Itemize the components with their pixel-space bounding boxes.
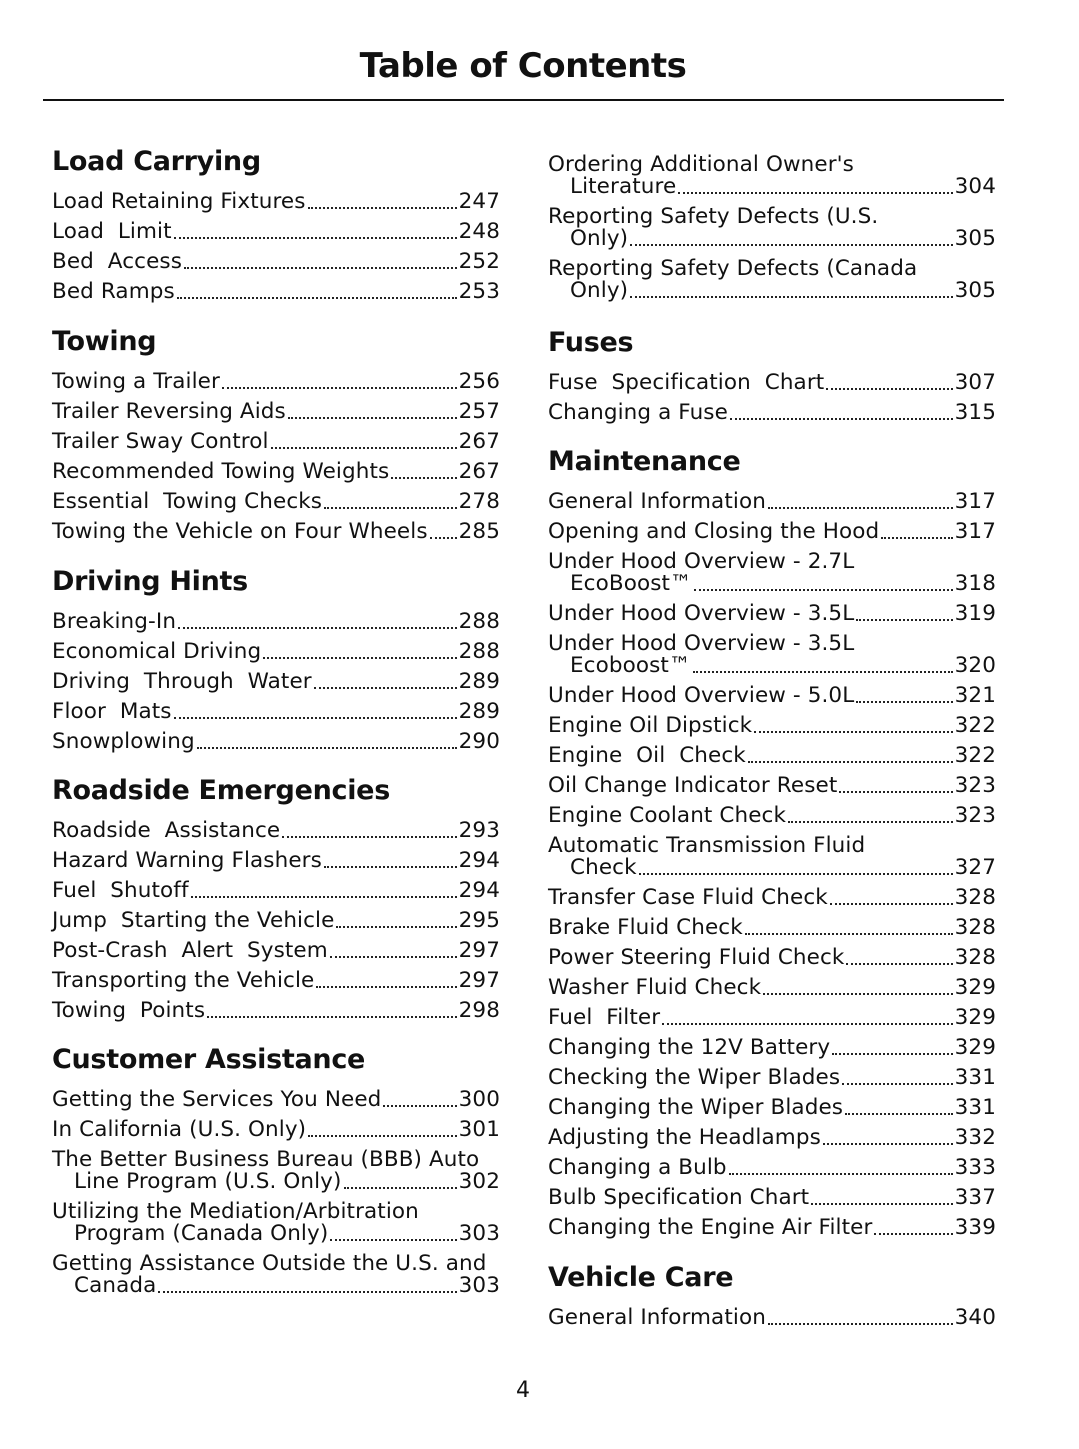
dot-leader bbox=[324, 507, 457, 509]
entry-page-number: 317 bbox=[954, 489, 996, 514]
entry-page-number: 329 bbox=[954, 975, 996, 1000]
entry-page-number: 322 bbox=[954, 713, 996, 738]
entry-title: Fuel Shutoff bbox=[52, 878, 189, 903]
toc-section-continued bbox=[548, 146, 996, 302]
dot-leader bbox=[678, 192, 952, 194]
toc-entry[interactable] bbox=[52, 393, 500, 423]
toc-entry[interactable] bbox=[52, 243, 500, 273]
toc-entry[interactable] bbox=[52, 1111, 500, 1141]
entry-page-number: 253 bbox=[458, 279, 500, 304]
entry-title: In California (U.S. Only) bbox=[52, 1117, 307, 1142]
entry-page-number: 331 bbox=[954, 1095, 996, 1120]
entry-page-number: 303 bbox=[458, 1273, 500, 1298]
entry-page-number: 294 bbox=[458, 848, 500, 873]
entry-page-number: 267 bbox=[458, 459, 500, 484]
dot-leader bbox=[344, 1187, 457, 1189]
entry-page-number: 323 bbox=[954, 803, 996, 828]
dot-leader bbox=[197, 747, 457, 749]
entry-title-line2: Only) bbox=[570, 226, 629, 251]
entry-title: Trailer Reversing Aids bbox=[52, 399, 286, 424]
entry-page-number: 256 bbox=[458, 369, 500, 394]
dot-leader bbox=[832, 1053, 952, 1055]
entry-title: Changing the Engine Air Filter bbox=[548, 1215, 873, 1240]
entry-page-number: 289 bbox=[458, 669, 500, 694]
dot-leader bbox=[768, 507, 953, 509]
entry-title: Floor Mats bbox=[52, 699, 172, 724]
dot-leader bbox=[288, 417, 457, 419]
entry-title-line1: Automatic Transmission Fluid bbox=[548, 833, 866, 858]
toc-entry[interactable] bbox=[548, 909, 996, 939]
dot-leader bbox=[308, 207, 457, 209]
entry-title: Post-Crash Alert System bbox=[52, 938, 328, 963]
toc-entry[interactable] bbox=[548, 1119, 996, 1149]
title-divider bbox=[43, 99, 1004, 101]
dot-leader bbox=[811, 1203, 952, 1205]
dot-leader bbox=[874, 1233, 952, 1235]
entry-page-number: 318 bbox=[954, 571, 996, 596]
entry-title: Transporting the Vehicle bbox=[52, 968, 315, 993]
toc-entry[interactable] bbox=[52, 1245, 500, 1297]
entry-title: Engine Oil Dipstick bbox=[548, 713, 753, 738]
entry-title-line2: Program (Canada Only) bbox=[74, 1221, 329, 1246]
entry-title: Driving Through Water bbox=[52, 669, 312, 694]
entry-page-number: 295 bbox=[458, 908, 500, 933]
entry-page-number: 302 bbox=[458, 1169, 500, 1194]
entry-page-number: 257 bbox=[458, 399, 500, 424]
entry-title: Changing a Bulb bbox=[548, 1155, 727, 1180]
entry-title: Roadside Assistance bbox=[52, 818, 281, 843]
dot-leader bbox=[826, 388, 952, 390]
toc-entry[interactable] bbox=[52, 423, 500, 453]
entry-page-number: 317 bbox=[954, 519, 996, 544]
entry-title: Recommended Towing Weights bbox=[52, 459, 390, 484]
toc-entry[interactable] bbox=[548, 595, 996, 625]
toc-entry[interactable] bbox=[52, 183, 500, 213]
entry-page-number: 305 bbox=[954, 278, 996, 303]
entry-page-number: 301 bbox=[458, 1117, 500, 1142]
entry-page-number: 322 bbox=[954, 743, 996, 768]
entry-title: Getting the Services You Need bbox=[52, 1087, 382, 1112]
toc-entry[interactable] bbox=[52, 1081, 500, 1111]
entry-title: Transfer Case Fluid Check bbox=[548, 885, 828, 910]
toc-section-vehicle-care bbox=[548, 1261, 996, 1329]
entry-title: Towing the Vehicle on Four Wheels bbox=[52, 519, 428, 544]
entry-title-line1: Getting Assistance Outside the U.S. and bbox=[52, 1251, 487, 1276]
entry-page-number: 285 bbox=[458, 519, 500, 544]
toc-entry[interactable] bbox=[548, 543, 996, 595]
toc-entry[interactable] bbox=[52, 872, 500, 902]
entry-title: Power Steering Fluid Check bbox=[548, 945, 845, 970]
entry-title-line2: Check bbox=[570, 855, 637, 880]
dot-leader bbox=[788, 821, 953, 823]
entry-title: Breaking-In bbox=[52, 609, 177, 634]
entry-page-number: 293 bbox=[458, 818, 500, 843]
entry-title: Towing a Trailer bbox=[52, 369, 220, 394]
entry-page-number: 304 bbox=[954, 174, 996, 199]
entry-title: Brake Fluid Check bbox=[548, 915, 743, 940]
entry-page-number: 248 bbox=[458, 219, 500, 244]
entry-page-number: 298 bbox=[458, 998, 500, 1023]
toc-entry[interactable] bbox=[548, 364, 996, 394]
toc-entry[interactable] bbox=[548, 999, 996, 1029]
dot-leader bbox=[184, 267, 457, 269]
entry-page-number: 340 bbox=[954, 1305, 996, 1330]
section-heading: Vehicle Care bbox=[548, 1262, 734, 1293]
toc-entry[interactable] bbox=[52, 1141, 500, 1193]
entry-title: General Information bbox=[548, 489, 766, 514]
dot-leader bbox=[174, 237, 457, 239]
entry-title-line2: Ecoboost™ bbox=[570, 653, 691, 678]
entry-title: Checking the Wiper Blades bbox=[548, 1065, 841, 1090]
dot-leader bbox=[336, 926, 456, 928]
entry-page-number: 328 bbox=[954, 915, 996, 940]
toc-entry[interactable] bbox=[548, 625, 996, 677]
entry-page-number: 339 bbox=[954, 1215, 996, 1240]
entry-title: Fuse Specification Chart bbox=[548, 370, 825, 395]
dot-leader bbox=[846, 963, 952, 965]
entry-page-number: 323 bbox=[954, 773, 996, 798]
entry-page-number: 297 bbox=[458, 968, 500, 993]
dot-leader bbox=[263, 657, 456, 659]
toc-entry[interactable] bbox=[548, 1149, 996, 1179]
entry-title: Towing Points bbox=[52, 998, 206, 1023]
entry-title: Oil Change Indicator Reset bbox=[548, 773, 838, 798]
dot-leader bbox=[324, 866, 457, 868]
dot-leader bbox=[823, 1143, 953, 1145]
section-heading: Customer Assistance bbox=[52, 1044, 366, 1075]
dot-leader bbox=[430, 537, 457, 539]
dot-leader bbox=[830, 903, 953, 905]
entry-title: Jump Starting the Vehicle bbox=[52, 908, 335, 933]
page-number: 4 bbox=[516, 1378, 530, 1403]
dot-leader bbox=[630, 296, 953, 298]
toc-entry[interactable] bbox=[52, 932, 500, 962]
dot-leader bbox=[330, 1239, 456, 1241]
toc-entry[interactable] bbox=[548, 513, 996, 543]
toc-entry[interactable] bbox=[548, 483, 996, 513]
entry-title-line2: Only) bbox=[570, 278, 629, 303]
toc-entry[interactable] bbox=[52, 992, 500, 1022]
entry-page-number: 252 bbox=[458, 249, 500, 274]
entry-page-number: 305 bbox=[954, 226, 996, 251]
toc-entry[interactable] bbox=[548, 394, 996, 424]
entry-page-number: 320 bbox=[954, 653, 996, 678]
toc-entry[interactable] bbox=[52, 603, 500, 633]
entry-page-number: 315 bbox=[954, 400, 996, 425]
entry-page-number: 267 bbox=[458, 429, 500, 454]
entry-page-number: 297 bbox=[458, 938, 500, 963]
entry-title: Bed Access bbox=[52, 249, 182, 274]
toc-entry[interactable] bbox=[548, 1299, 996, 1329]
entry-title: Changing a Fuse bbox=[548, 400, 728, 425]
toc-entry[interactable] bbox=[548, 1059, 996, 1089]
toc-section-towing bbox=[52, 325, 500, 543]
dot-leader bbox=[178, 627, 457, 629]
toc-entry[interactable] bbox=[52, 453, 500, 483]
toc-entry[interactable] bbox=[52, 812, 500, 842]
entry-title: Hazard Warning Flashers bbox=[52, 848, 322, 873]
dot-leader bbox=[282, 836, 456, 838]
dot-leader bbox=[694, 589, 953, 591]
dot-leader bbox=[662, 1023, 953, 1025]
entry-page-number: 331 bbox=[954, 1065, 996, 1090]
dot-leader bbox=[308, 1135, 457, 1137]
entry-page-number: 332 bbox=[954, 1125, 996, 1150]
toc-entry[interactable] bbox=[52, 693, 500, 723]
entry-page-number: 288 bbox=[458, 639, 500, 664]
dot-leader bbox=[222, 387, 457, 389]
entry-page-number: 337 bbox=[954, 1185, 996, 1210]
entry-page-number: 303 bbox=[458, 1221, 500, 1246]
entry-page-number: 294 bbox=[458, 878, 500, 903]
dot-leader bbox=[316, 986, 456, 988]
entry-page-number: 329 bbox=[954, 1005, 996, 1030]
entry-title-line1: Under Hood Overview - 2.7L bbox=[548, 549, 855, 574]
toc-section-load-carrying bbox=[52, 145, 500, 303]
dot-leader bbox=[271, 447, 457, 449]
entry-page-number: 289 bbox=[458, 699, 500, 724]
entry-title: Engine Oil Check bbox=[548, 743, 746, 768]
toc-entry[interactable] bbox=[52, 213, 500, 243]
dot-leader bbox=[630, 244, 953, 246]
toc-entry[interactable] bbox=[548, 1029, 996, 1059]
page-title: Table of Contents bbox=[359, 46, 687, 86]
entry-page-number: 328 bbox=[954, 885, 996, 910]
dot-leader bbox=[839, 791, 952, 793]
entry-page-number: 247 bbox=[458, 189, 500, 214]
toc-entry[interactable] bbox=[52, 842, 500, 872]
entry-title-line2: EcoBoost™ bbox=[570, 571, 692, 596]
entry-title-line1: Under Hood Overview - 3.5L bbox=[548, 631, 855, 656]
entry-title: Trailer Sway Control bbox=[52, 429, 269, 454]
toc-section-roadside-emergencies bbox=[52, 774, 500, 1022]
dot-leader bbox=[745, 933, 953, 935]
toc-entry[interactable] bbox=[548, 1089, 996, 1119]
toc-entry[interactable] bbox=[548, 879, 996, 909]
dot-leader bbox=[842, 1083, 953, 1085]
entry-title: Changing the 12V Battery bbox=[548, 1035, 831, 1060]
toc-section-driving-hints bbox=[52, 565, 500, 753]
dot-leader bbox=[330, 956, 457, 958]
entry-title: Engine Coolant Check bbox=[548, 803, 787, 828]
dot-leader bbox=[845, 1113, 953, 1115]
dot-leader bbox=[729, 1173, 953, 1175]
entry-title-line1: Reporting Safety Defects (Canada bbox=[548, 256, 918, 281]
section-heading: Towing bbox=[52, 326, 157, 357]
dot-leader bbox=[639, 873, 953, 875]
toc-entry[interactable] bbox=[548, 939, 996, 969]
toc-entry[interactable] bbox=[548, 969, 996, 999]
dot-leader bbox=[754, 731, 952, 733]
toc-entry[interactable] bbox=[52, 1193, 500, 1245]
toc-entry[interactable] bbox=[548, 737, 996, 767]
entry-title-line1: Ordering Additional Owner's bbox=[548, 152, 854, 177]
entry-title: Bed Ramps bbox=[52, 279, 175, 304]
section-heading: Driving Hints bbox=[52, 566, 248, 597]
entry-title: Under Hood Overview - 3.5L bbox=[548, 601, 855, 626]
entry-title: Bulb Specification Chart bbox=[548, 1185, 810, 1210]
dot-leader bbox=[856, 701, 952, 703]
section-heading: Roadside Emergencies bbox=[52, 775, 390, 806]
dot-leader bbox=[763, 993, 953, 995]
entry-title-line2: Line Program (U.S. Only) bbox=[74, 1169, 342, 1194]
toc-section-fuses bbox=[548, 326, 996, 424]
entry-title: Under Hood Overview - 5.0L bbox=[548, 683, 855, 708]
entry-page-number: 300 bbox=[458, 1087, 500, 1112]
entry-title-line2: Literature bbox=[570, 174, 677, 199]
section-heading: Fuses bbox=[548, 327, 634, 358]
entry-title: Load Retaining Fixtures bbox=[52, 189, 306, 214]
dot-leader bbox=[314, 687, 457, 689]
toc-entry[interactable] bbox=[52, 962, 500, 992]
dot-leader bbox=[768, 1323, 953, 1325]
entry-title: Adjusting the Headlamps bbox=[548, 1125, 821, 1150]
dot-leader bbox=[177, 297, 457, 299]
toc-entry[interactable] bbox=[52, 483, 500, 513]
dot-leader bbox=[191, 896, 457, 898]
toc-entry[interactable] bbox=[52, 633, 500, 663]
toc-entry[interactable] bbox=[548, 146, 996, 198]
entry-title-line1: The Better Business Bureau (BBB) Auto bbox=[52, 1147, 480, 1172]
dot-leader bbox=[693, 671, 953, 673]
toc-entry[interactable] bbox=[548, 198, 996, 250]
toc-entry[interactable] bbox=[548, 677, 996, 707]
entry-title: Washer Fluid Check bbox=[548, 975, 762, 1000]
entry-title: Fuel Filter bbox=[548, 1005, 661, 1030]
entry-page-number: 333 bbox=[954, 1155, 996, 1180]
section-heading: Maintenance bbox=[548, 446, 741, 477]
toc-entry[interactable] bbox=[52, 513, 500, 543]
toc-entry[interactable] bbox=[52, 663, 500, 693]
toc-entry[interactable] bbox=[548, 1179, 996, 1209]
section-heading: Load Carrying bbox=[52, 146, 261, 177]
dot-leader bbox=[881, 537, 952, 539]
entry-title: Changing the Wiper Blades bbox=[548, 1095, 844, 1120]
toc-entry[interactable] bbox=[548, 707, 996, 737]
toc-entry[interactable] bbox=[548, 1209, 996, 1239]
toc-section-customer-assistance bbox=[52, 1043, 500, 1297]
dot-leader bbox=[730, 418, 953, 420]
entry-page-number: 319 bbox=[954, 601, 996, 626]
toc-entry[interactable] bbox=[548, 250, 996, 302]
toc-entry[interactable] bbox=[548, 827, 996, 879]
entry-page-number: 329 bbox=[954, 1035, 996, 1060]
dot-leader bbox=[158, 1291, 456, 1293]
toc-entry[interactable] bbox=[52, 723, 500, 753]
toc-entry[interactable] bbox=[548, 767, 996, 797]
toc-entry[interactable] bbox=[52, 273, 500, 303]
entry-title-line2: Canada bbox=[74, 1273, 157, 1298]
entry-title-line1: Utilizing the Mediation/Arbitration bbox=[52, 1199, 419, 1224]
entry-page-number: 321 bbox=[954, 683, 996, 708]
dot-leader bbox=[383, 1105, 456, 1107]
entry-page-number: 328 bbox=[954, 945, 996, 970]
toc-entry[interactable] bbox=[52, 363, 500, 393]
entry-title: Economical Driving bbox=[52, 639, 262, 664]
entry-page-number: 278 bbox=[458, 489, 500, 514]
entry-title: General Information bbox=[548, 1305, 766, 1330]
toc-entry[interactable] bbox=[52, 902, 500, 932]
entry-title-line1: Reporting Safety Defects (U.S. bbox=[548, 204, 879, 229]
dot-leader bbox=[391, 477, 456, 479]
toc-entry[interactable] bbox=[548, 797, 996, 827]
entry-title: Opening and Closing the Hood bbox=[548, 519, 880, 544]
toc-section-maintenance bbox=[548, 445, 996, 1239]
entry-page-number: 327 bbox=[954, 855, 996, 880]
dot-leader bbox=[748, 761, 953, 763]
entry-page-number: 290 bbox=[458, 729, 500, 754]
entry-page-number: 307 bbox=[954, 370, 996, 395]
entry-page-number: 288 bbox=[458, 609, 500, 634]
entry-title: Load Limit bbox=[52, 219, 172, 244]
dot-leader bbox=[174, 717, 457, 719]
entry-title: Snowplowing bbox=[52, 729, 195, 754]
entry-title: Essential Towing Checks bbox=[52, 489, 323, 514]
dot-leader bbox=[856, 619, 952, 621]
dot-leader bbox=[207, 1016, 457, 1018]
